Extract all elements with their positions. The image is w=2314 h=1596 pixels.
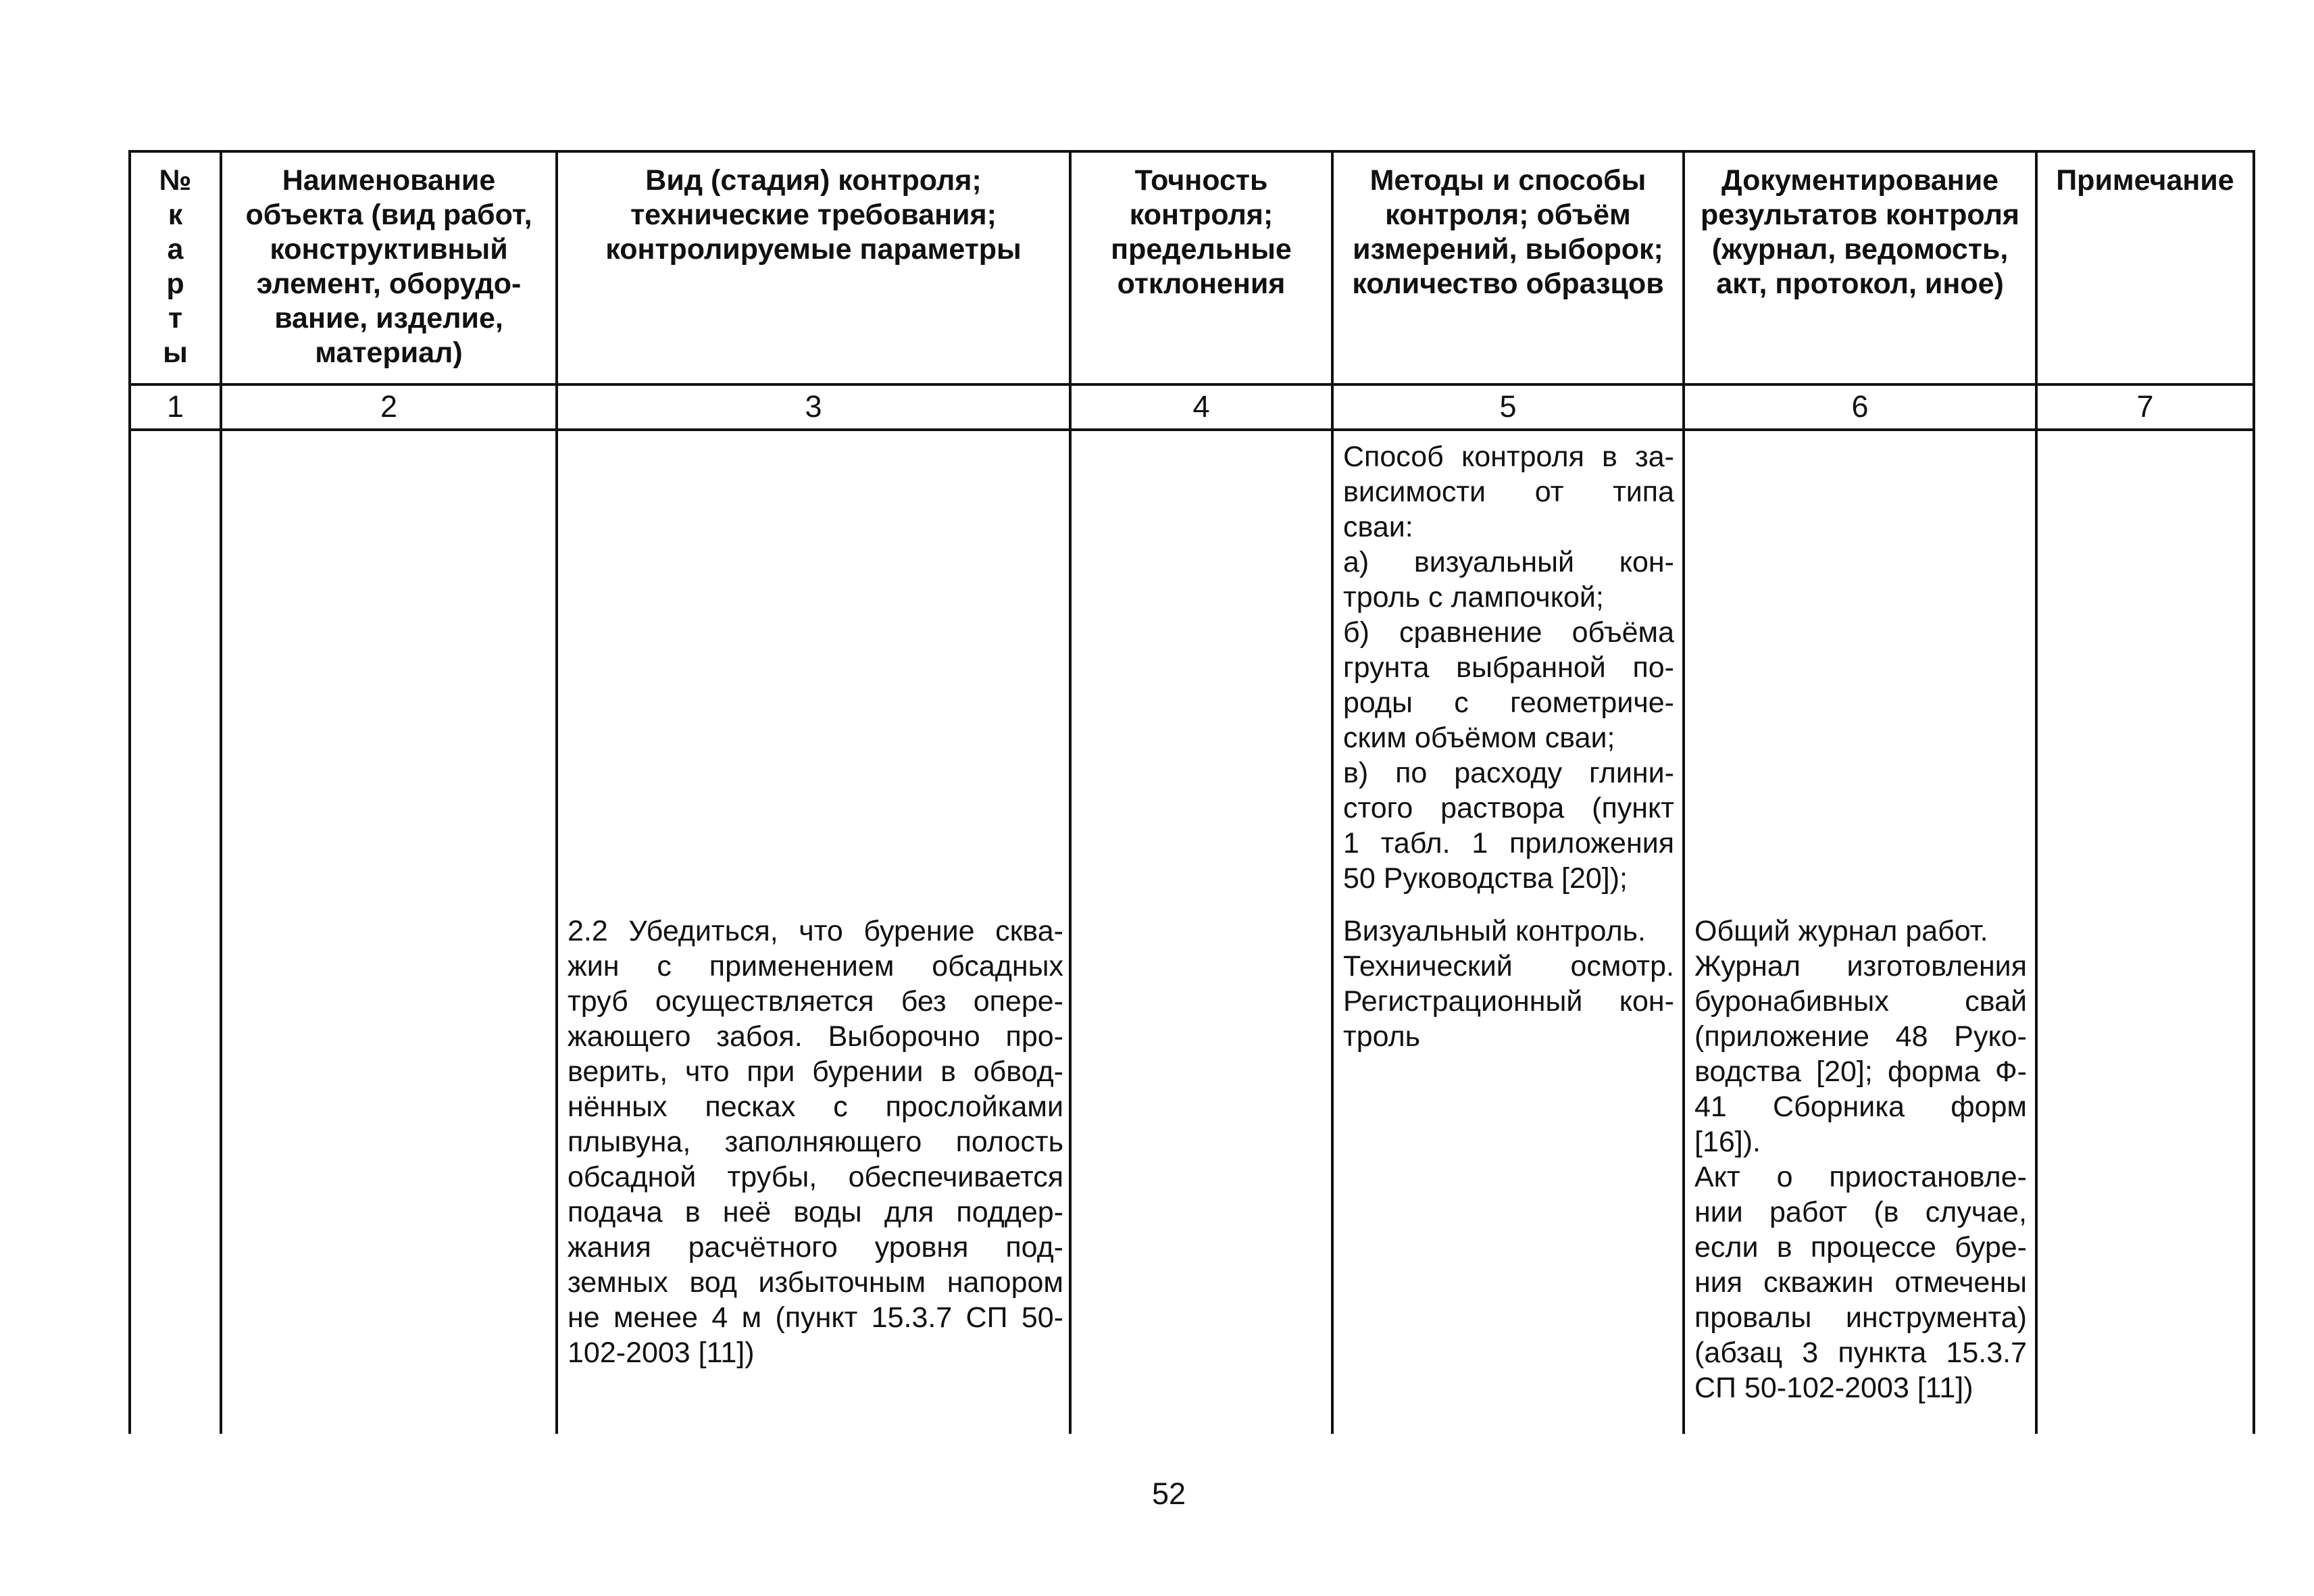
header-line: Наименование	[282, 164, 496, 197]
text-line: нии работ (в случае,	[1694, 1196, 2027, 1228]
text-line: жания расчётного уровня под-	[568, 1231, 1063, 1264]
text-line: плывуна, заполняющего полость	[568, 1126, 1063, 1158]
text-line: 50 Руководства [20]);	[1343, 862, 1628, 895]
paragraph	[1694, 1159, 2027, 1405]
header-card-number	[131, 164, 220, 370]
text-line: (приложение 48 Руко-	[1694, 1020, 2027, 1053]
text-line: 2.2 Убедиться, что бурение сква-	[568, 915, 1063, 947]
column-number: 2	[380, 389, 398, 424]
header-line: технические требования;	[630, 199, 997, 231]
header-line: Точность	[1134, 164, 1268, 197]
header-line: контроля;	[1129, 199, 1274, 231]
header-line: а	[167, 233, 184, 266]
col-border	[1331, 150, 1334, 1434]
col-border	[1069, 150, 1072, 1434]
text-line: Способ контроля в за-	[1343, 441, 1674, 473]
text-line: сваи:	[1343, 511, 1413, 543]
header-line: контролируемые параметры	[605, 233, 1022, 266]
header-line: акт, протокол, иное)	[1716, 268, 2004, 300]
paragraph	[1343, 914, 1674, 1054]
header-line: к	[168, 199, 183, 231]
header-line: измерений, выборок;	[1353, 233, 1663, 266]
text-line: провалы инструмента)	[1694, 1301, 2027, 1334]
paragraph	[1694, 949, 2027, 1159]
text-line: Визуальный контроль.	[1343, 915, 1646, 947]
text-line: Общий журнал работ.	[1694, 915, 1988, 947]
header-line: Вид (стадия) контроля;	[645, 164, 982, 197]
text-line: Акт о приостановле-	[1694, 1161, 2027, 1193]
paragraph	[1343, 439, 1674, 545]
col-border	[2253, 150, 2255, 1434]
text-line: водства [20]; форма Ф-	[1694, 1055, 2027, 1088]
text-line: 102-2003 [11])	[568, 1337, 755, 1369]
text-line: подача в неё воды для поддер-	[568, 1196, 1063, 1228]
header-line: конструктивный	[270, 233, 508, 266]
header-object-name	[222, 164, 555, 370]
text-line: стого раствора (пункт	[1343, 792, 1674, 824]
row2-col6-documentation	[1694, 914, 2027, 1405]
text-line: висимости от типа	[1343, 476, 1674, 508]
col-border	[1682, 150, 1685, 1434]
paragraph	[1343, 545, 1674, 615]
text-line: ния скважин отмечены	[1694, 1266, 2027, 1299]
header-line: количество образцов	[1352, 268, 1664, 300]
text-line: СП 50-102-2003 [11])	[1694, 1372, 1973, 1404]
text-line: жин с применением обсадных	[568, 950, 1063, 982]
header-line: ы	[163, 336, 188, 369]
text-line: (абзац 3 пункта 15.3.7	[1694, 1337, 2027, 1369]
header-line: результатов контроля	[1700, 199, 2020, 231]
text-line: земных вод избыточным напором	[568, 1266, 1063, 1299]
text-line: не менее 4 м (пункт 15.3.7 СП 50-	[568, 1301, 1063, 1334]
text-line: буронабивных свай	[1694, 985, 2027, 1018]
header-line: т	[168, 302, 183, 334]
header-line: Документирование	[1721, 164, 1999, 197]
paragraph	[568, 914, 1063, 1370]
text-line: ским объёмом сваи;	[1343, 722, 1615, 754]
header-line: предельные	[1111, 233, 1292, 266]
column-number: 5	[1499, 389, 1517, 424]
text-line: 1 табл. 1 приложения	[1343, 827, 1674, 859]
text-line: нённых песках с прослойками	[568, 1091, 1063, 1123]
row2-col5-methods	[1343, 914, 1674, 1054]
column-number: 4	[1192, 389, 1210, 424]
header-line: отклонения	[1117, 268, 1286, 300]
text-line: грунта выбранной по-	[1343, 651, 1674, 684]
text-line: а) визуальный кон-	[1343, 546, 1674, 578]
page-number: 52	[1151, 1476, 1186, 1511]
column-number: 7	[2136, 389, 2154, 424]
header-line: контроля; объём	[1385, 199, 1631, 231]
text-line: 41 Сборника форм	[1694, 1091, 2027, 1123]
text-line: [16]).	[1694, 1126, 1761, 1158]
header-methods	[1334, 164, 1682, 301]
text-line: Журнал изготовления	[1694, 950, 2027, 982]
control-table	[128, 150, 2255, 1434]
header-line: элемент, оборудо-	[256, 268, 522, 300]
header-documentation	[1685, 164, 2035, 301]
col-border	[555, 150, 558, 1434]
paragraph	[1343, 615, 1674, 755]
column-number: 6	[1851, 389, 1869, 424]
table-top-border	[128, 150, 2255, 153]
text-line: Регистрационный кон-	[1343, 985, 1674, 1018]
paragraph	[1343, 755, 1674, 896]
header-line: №	[159, 164, 192, 197]
text-line: роды с геометриче-	[1343, 687, 1674, 719]
text-line: если в процессе буре-	[1694, 1231, 2027, 1264]
header-line: Примечание	[2056, 164, 2234, 197]
text-line: труб осуществляется без опере-	[568, 985, 1063, 1018]
text-line: троль	[1343, 1020, 1421, 1053]
column-number: 3	[805, 389, 822, 424]
header-line: вание, изделие,	[274, 302, 503, 334]
header-line: материал)	[315, 336, 463, 369]
header-bottom-border	[128, 383, 2255, 386]
text-line: верить, что при бурении в обвод-	[568, 1055, 1063, 1088]
header-accuracy	[1072, 164, 1331, 301]
numbers-row-bottom-border	[128, 428, 2255, 431]
header-line: (журнал, ведомость,	[1711, 233, 2009, 266]
header-line: р	[166, 268, 184, 300]
text-line: в) по расходу глини-	[1343, 757, 1674, 789]
text-line: Технический осмотр.	[1343, 950, 1674, 982]
paragraph	[1694, 914, 2027, 949]
row2-col3-requirements	[568, 914, 1063, 1370]
text-line: жающего забоя. Выборочно про-	[568, 1020, 1063, 1053]
header-note	[2038, 164, 2253, 198]
text-line: троль с лампочкой;	[1343, 581, 1604, 614]
header-line: Методы и способы	[1369, 164, 1646, 197]
row1-col5-methods	[1343, 439, 1674, 896]
col-border	[2035, 150, 2038, 1434]
column-number: 1	[166, 389, 184, 424]
header-control-type	[558, 164, 1069, 267]
text-line: б) сравнение объёма	[1343, 616, 1674, 649]
header-line: объекта (вид работ,	[245, 199, 532, 231]
text-line: обсадной трубы, обеспечивается	[568, 1161, 1063, 1193]
